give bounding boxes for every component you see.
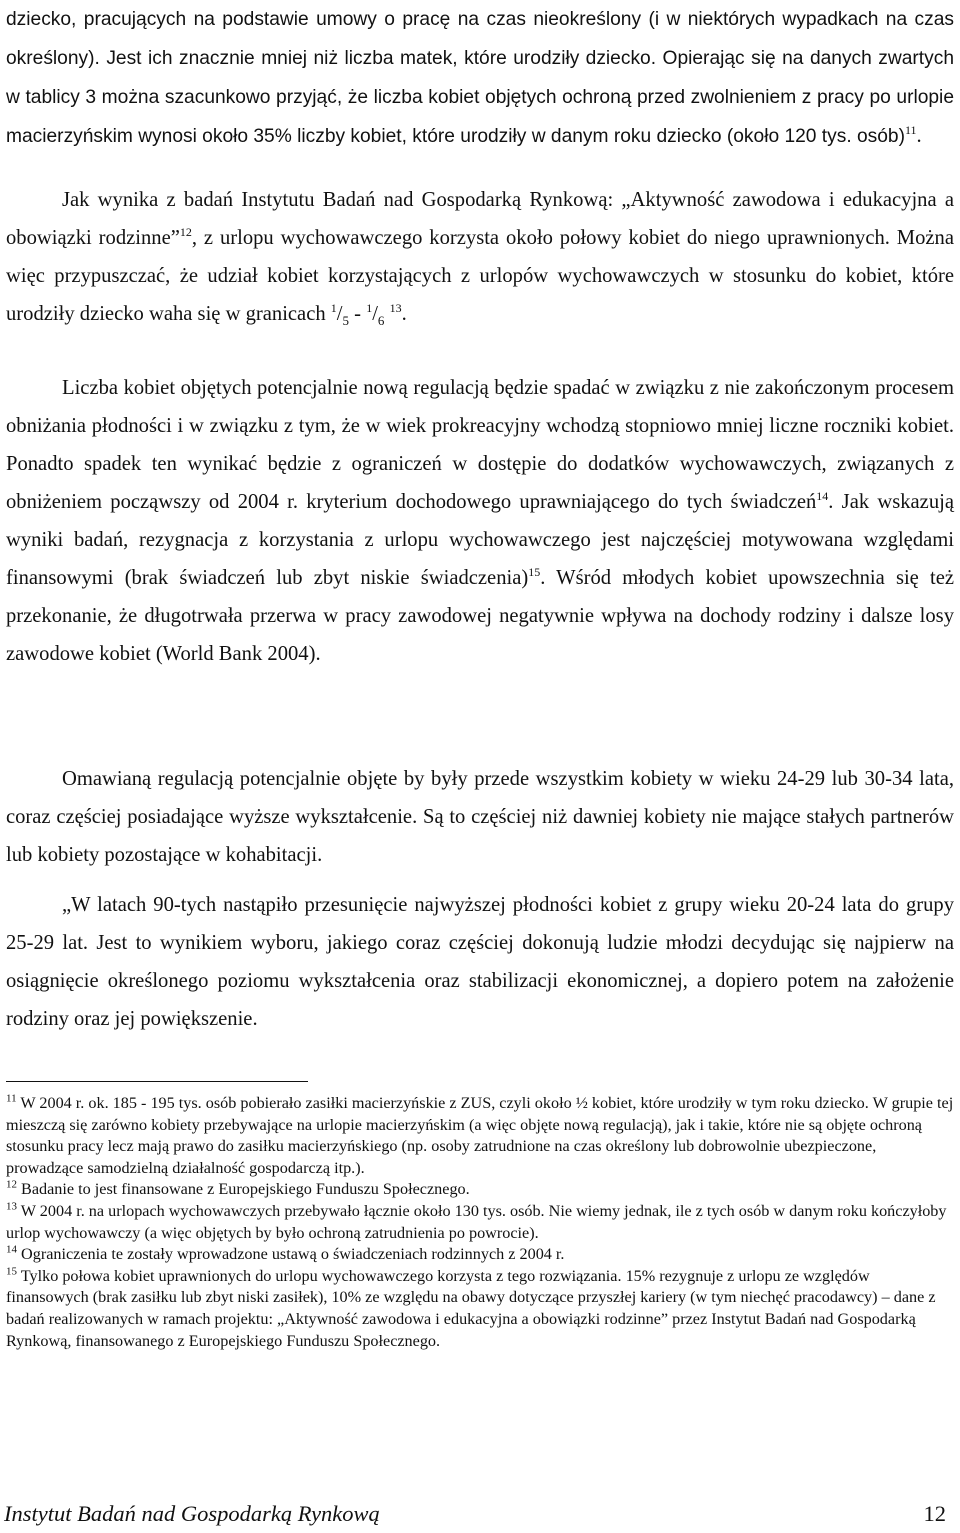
para2-end: . bbox=[401, 303, 407, 325]
para1-line3a: dziecko. bbox=[585, 48, 657, 69]
fraction-dash: - bbox=[349, 303, 367, 325]
para2-a: Jak wynika z badań Instytutu Badań nad Gospodarką Rynkową: „Aktywność zawodowa i edukacyjna a obowiązki rodzinne” bbox=[6, 189, 954, 249]
para3-a: Liczba kobiet objętych potencjalnie nową regulacją będzie spadać w związku z nie zakończonym procesem obniżania płodności i w związku z tym, że w wiek prokreacyjny wchodzą stopniowo mniej liczne roczniki kobiet. Ponadto spadek ten wynikać będzie z ograniczeń w dostępie do dodatków wychowawczych, związanych z obniżeniem począwszy od 2004 r. kryterium dochodowego uprawniającego do tych świadczeń bbox=[6, 377, 954, 513]
para1-line1: dziecko, pracujących na podstawie umowy o pracę na czas nieokreślony (i w niektórych bbox=[6, 9, 776, 30]
para2-b: , z urlopu wychowawczego korzysta około połowy kobiet do niego uprawnionych. Można więc przypuszczać, że udział kobiet korzystających z urlopów wychowawczych w stosunku do kobiet, które urodziły dziecko waha się w granicach bbox=[6, 227, 954, 325]
para3-b: . Jak wskazują wyniki badań, rezygnacja z korzystania z urlopu wychowawczego jest najczęściej motywowana względami finansowymi (brak świadczeń lub zbyt niskie świadczenia) bbox=[6, 491, 954, 589]
footer-publisher: Instytut Badań nad Gospodarką Rynkową bbox=[4, 1501, 380, 1526]
fraction-1-denominator: 5 bbox=[342, 313, 350, 329]
fraction-2-denominator: 6 bbox=[377, 313, 385, 329]
paragraph-2-block bbox=[6, 181, 954, 333]
fraction-2-numerator: 1 bbox=[366, 301, 373, 316]
footnote-text: W 2004 r. ok. 185 - 195 tys. osób pobierało zasiłki macierzyńskie z ZUS, czyli około ½ kobiet, które urodziły w tym roku dziecko. W grupie tej mieszczą się zarówno kobiety przebywające na urlopie macierzyńskim (a więc objęte nową regulacją), jak i takie, które nie są objęte ochroną stosunku pracy lecz mają prawo do zasiłku macierzyńskiego (np. osoby zatrudnione na czas określony lub dobrowolnie ubezpieczone, prowadzące samodzielną działalność gospodarczą itp.). bbox=[6, 1094, 954, 1177]
para1-line3b: Opierając się na danych zwartych w tablicy 3 można szacunkowo przyjąć, że liczba kobiet objętych ochroną przed zwolnieniem z pracy po urlopie macierzyńskim wynosi około 35% liczby kobiet, które urodziły w danym roku dziecko (około 120 tys. osób) bbox=[6, 48, 954, 147]
footnote-13 bbox=[6, 1201, 954, 1244]
footnote-number: 13 bbox=[6, 1200, 17, 1213]
footnote-text: Tylko połowa kobiet uprawnionych do urlopu wychowawczego korzysta z tego rozwiązania. 15% rezygnuje z urlopu ze względów finansowych (brak zasiłku lub zbyt niski zasiłek), 10% ze względu na obawy dotyczące przyszłej kariery (w tym niechęć pracodawcy) – dane z badań realizowanych w ramach projektu: „Aktywność zawodowa i edukacyjna a obowiązki rodzinne” przez Instytut Badań nad Gospodarką Rynkową, finansowanego z Europejskiego Funduszu Społecznego. bbox=[6, 1266, 936, 1350]
footnote-15 bbox=[6, 1266, 954, 1352]
footnotes bbox=[6, 1093, 954, 1352]
footnote-ref-14[interactable]: 14 bbox=[816, 489, 829, 504]
footnote-12 bbox=[6, 1179, 954, 1201]
footnote-separator bbox=[6, 1081, 308, 1082]
fraction-1-numerator: 1 bbox=[330, 301, 337, 316]
paragraph-3 bbox=[6, 369, 954, 673]
paragraph-3-block bbox=[6, 369, 954, 673]
para1-end: . bbox=[916, 125, 922, 147]
footnote-ref-15[interactable]: 15 bbox=[528, 565, 541, 580]
paragraph-2: Jak wynika z badań Instytutu Badań nad Gospodarką Rynkową: „Aktywność zawodowa i edukacyjna a obowiązki rodzinne”$^{12}$, z urlopu wychowawczego korzysta około połowy kobiet do niego uprawnionych. Można więc przypuszczać, że udział kobiet korzystających z urlopów wychowawczych w stosunku do kobiet, które urodziły dziecko waha się w granicach $^1/_5 - ^1/_6$ $^{13}$. bbox=[6, 189, 954, 329]
page-number: 12 bbox=[923, 1501, 946, 1526]
paragraph-4-block bbox=[6, 760, 954, 874]
footnote-number: 11 bbox=[6, 1092, 17, 1105]
footnote-11 bbox=[6, 1093, 954, 1179]
para3-c: . Wśród młodych kobiet upowszechnia się też przekonanie, że długotrwała przerwa w pracy zawodowej negatywnie wpływa na dochody rodziny i dalsze losy zawodowe kobiet (World Bank 2004). bbox=[6, 567, 954, 665]
paragraph-5-block bbox=[6, 886, 954, 1038]
footnote-14 bbox=[6, 1244, 954, 1266]
footnote-text: Ograniczenia te zostały wprowadzone ustawą o świadczeniach rodzinnych z 2004 r. bbox=[17, 1245, 565, 1264]
footnote-text: W 2004 r. na urlopach wychowawczych przebywało łącznie około 130 tys. osób. Nie wiemy jednak, ile z tych osób w danym roku kończyłoby urlop wychowawczy (a więc objętych by było ochroną zatrudnienia po powrocie). bbox=[6, 1201, 947, 1242]
footnote-number: 15 bbox=[6, 1265, 17, 1278]
footnote-ref-12[interactable]: 12 bbox=[179, 225, 192, 240]
paragraph-4: Omawianą regulacją potencjalnie objęte by były przede wszystkim kobiety w wieku 24-29 lub 30-34 lata, coraz częściej posiadające wyższe wykształcenie. Są to częściej niż dawniej kobiety nie mające stałych partnerów lub kobiety pozostające w kohabitacji. bbox=[6, 768, 954, 866]
footnote-text: Badanie to jest finansowane z Europejskiego Funduszu Społecznego. bbox=[17, 1180, 470, 1199]
paragraph-5-quote: „W latach 90-tych nastąpiło przesunięcie najwyższej płodności kobiet z grupy wieku 20-24 lata do grupy 25-29 lat. Jest to wynikiem wyboru, jakiego coraz częściej dokonują ludzie młodzi decydując się najpierw na osiągnięcie określonego poziomu wykształcenia oraz stabilizacji ekonomicznej, a dopiero potem na założenie rodziny oraz jej powiększenie. bbox=[6, 894, 954, 1030]
footnote-ref-13[interactable]: 13 bbox=[389, 301, 402, 316]
footnote-number: 14 bbox=[6, 1243, 17, 1256]
para1-line2: wypadkach na czas określony). Jest ich znacznie mniej niż liczba matek, które urodziły bbox=[6, 9, 955, 69]
paragraph-1 bbox=[6, 0, 954, 156]
footnote-number: 12 bbox=[6, 1178, 17, 1191]
paragraph-continuation bbox=[6, 0, 954, 156]
footnote-ref-11[interactable]: 11 bbox=[904, 123, 917, 138]
